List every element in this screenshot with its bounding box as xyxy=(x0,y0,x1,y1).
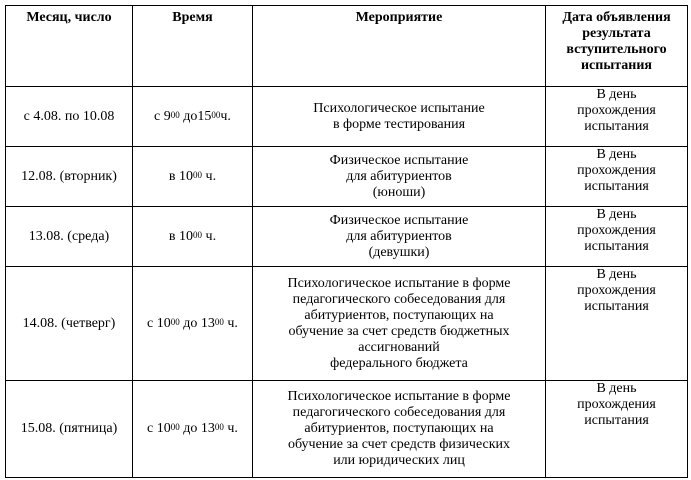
row-event: Физическое испытание для абитуриентов (юноши) xyxy=(253,147,546,207)
row-time: в $10^{00}$ ч. xyxy=(133,147,253,207)
row-result: В день прохождения испытания xyxy=(546,207,688,267)
header-event: Мероприятие xyxy=(253,6,546,87)
header-result-line: вступительного xyxy=(566,42,667,57)
row-event: Психологическое испытание в форме педагогического собеседования для абитуриентов, поступающих на обучение за счет средств физических или юридических лиц xyxy=(253,381,546,478)
row-date: с 4.08. по 10.08 xyxy=(6,87,133,147)
row-time: с $9^{00}$ $до15^{00}ч$. xyxy=(133,87,253,147)
table-row xyxy=(6,87,688,147)
header-result-line: испытания xyxy=(580,58,653,73)
row-event: Физическое испытание для абитуриентов (девушки) xyxy=(253,207,546,267)
row-time: с $10^{00}$ до $13^{00}$ ч. xyxy=(133,267,253,381)
row-time: с $10^{00}$ до $13^{00}$ ч. xyxy=(133,381,253,478)
row-date: 13.08. (среда) xyxy=(6,207,133,267)
row-time: в $10^{00}$ ч. xyxy=(133,207,253,267)
admission-schedule-table xyxy=(5,5,688,478)
table-row xyxy=(6,147,688,207)
table-header-row xyxy=(6,6,688,87)
row-result: В день прохождения испытания xyxy=(546,147,688,207)
row-event: Психологическое испытание в форме тестирования xyxy=(253,87,546,147)
header-time: Время xyxy=(133,6,253,87)
row-date: 15.08. (пятница) xyxy=(6,381,133,478)
table-row xyxy=(6,207,688,267)
header-result xyxy=(546,6,688,87)
header-result-line: Дата объявления xyxy=(562,10,671,25)
row-event: Психологическое испытание в форме педагогического собеседования для абитуриентов, поступающих на обучение за счет средств бюджетных ассигнований федерального бюджета xyxy=(253,267,546,381)
row-result: В день прохождения испытания xyxy=(546,381,688,478)
row-date: 14.08. (четверг) xyxy=(6,267,133,381)
row-result: В день прохождения испытания xyxy=(546,267,688,381)
table-row xyxy=(6,381,688,478)
row-result: В день прохождения испытания xyxy=(546,87,688,147)
header-result-line: результата xyxy=(582,26,651,41)
row-date: 12.08. (вторник) xyxy=(6,147,133,207)
header-date: Месяц, число xyxy=(6,6,133,87)
table-row xyxy=(6,267,688,381)
